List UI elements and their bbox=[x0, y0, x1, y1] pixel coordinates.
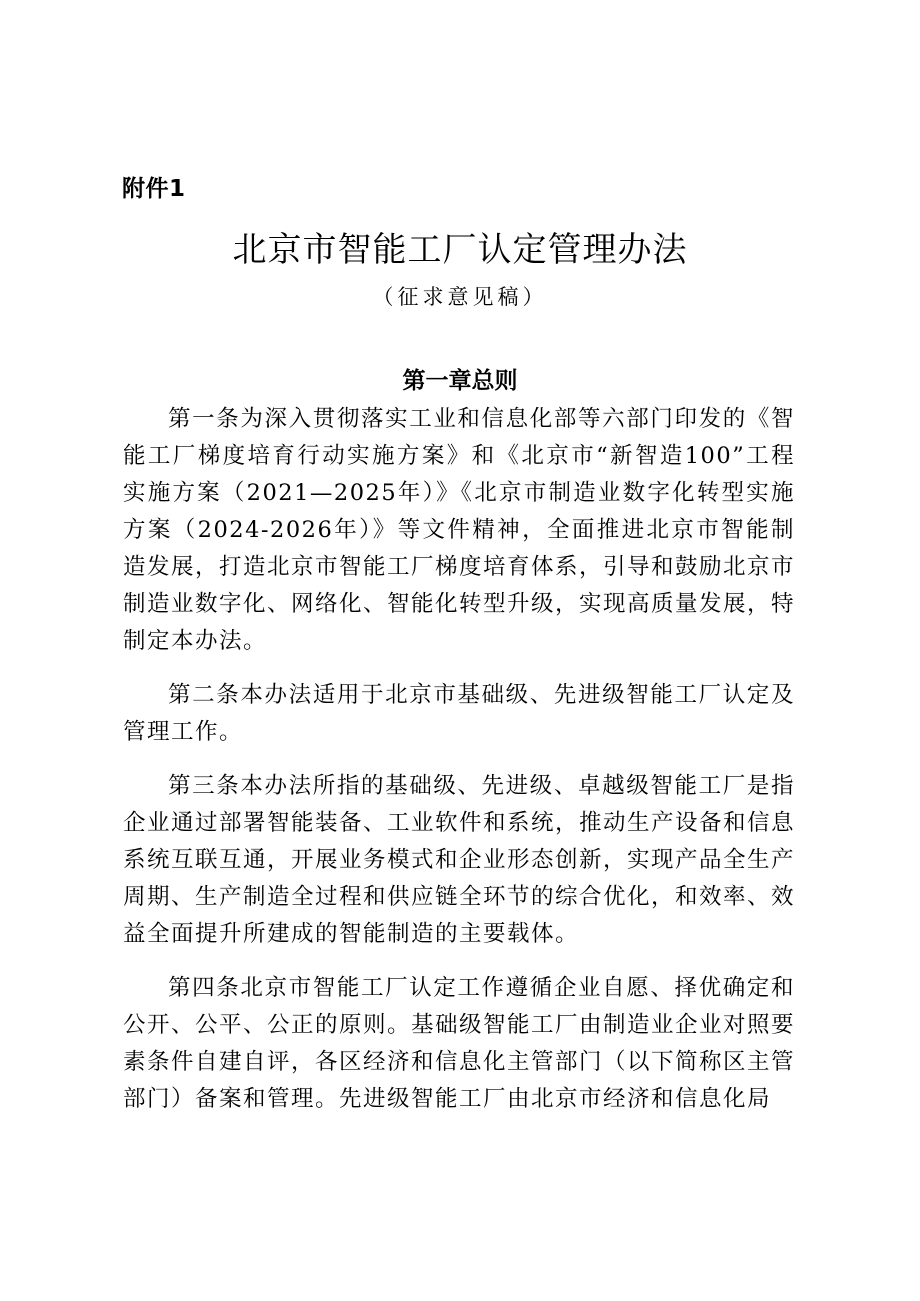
document-body bbox=[123, 401, 795, 1135]
article-2-paragraph: 第二条本办法适用于北京市基础级、先进级智能工厂认定及管理工作。 bbox=[123, 682, 795, 745]
article-1-paragraph: 第一条为深入贯彻落实工业和信息化部等六部门印发的《智能工厂梯度培育行动实施方案》和《北京市“新智造100”工程实施方案（2021—2025年）》《北京市制造业数字化转型实施方案（2024-2026年）》等文件精神，全面推进北京市智能制造发展，打造北京市智能工厂梯度培育体系，引导和鼓励北京市制造业数字化、网络化、智能化转型升级，实现高质量发展，特制定本办法。 bbox=[123, 406, 796, 654]
document-title: 北京市智能工厂认定管理办法 bbox=[232, 230, 688, 270]
article-3-paragraph: 第三条本办法所指的基础级、先进级、卓越级智能工厂是指企业通过部署智能装备、工业软件和系统，推动生产设备和信息系统互联互通，开展业务模式和企业形态创新，实现产品全生产周期、生产制造全过程和供应链全环节的综合优化，和效率、效益全面提升所建成的智能制造的主要载体。 bbox=[123, 773, 796, 947]
document-subtitle: （征求意见稿） bbox=[372, 285, 548, 309]
attachment-label: 附件1 bbox=[122, 176, 186, 202]
chapter-heading: 第一章总则 bbox=[402, 368, 518, 394]
article-4-paragraph: 第四条北京市智能工厂认定工作遵循企业自愿、择优确定和公开、公平、公正的原则。基础级智能工厂由制造业企业对照要素条件自建自评，各区经济和信息化主管部门（以下简称区主管部门）备案和管理。先进级智能工厂由北京市经济和信息化局 bbox=[123, 975, 796, 1112]
